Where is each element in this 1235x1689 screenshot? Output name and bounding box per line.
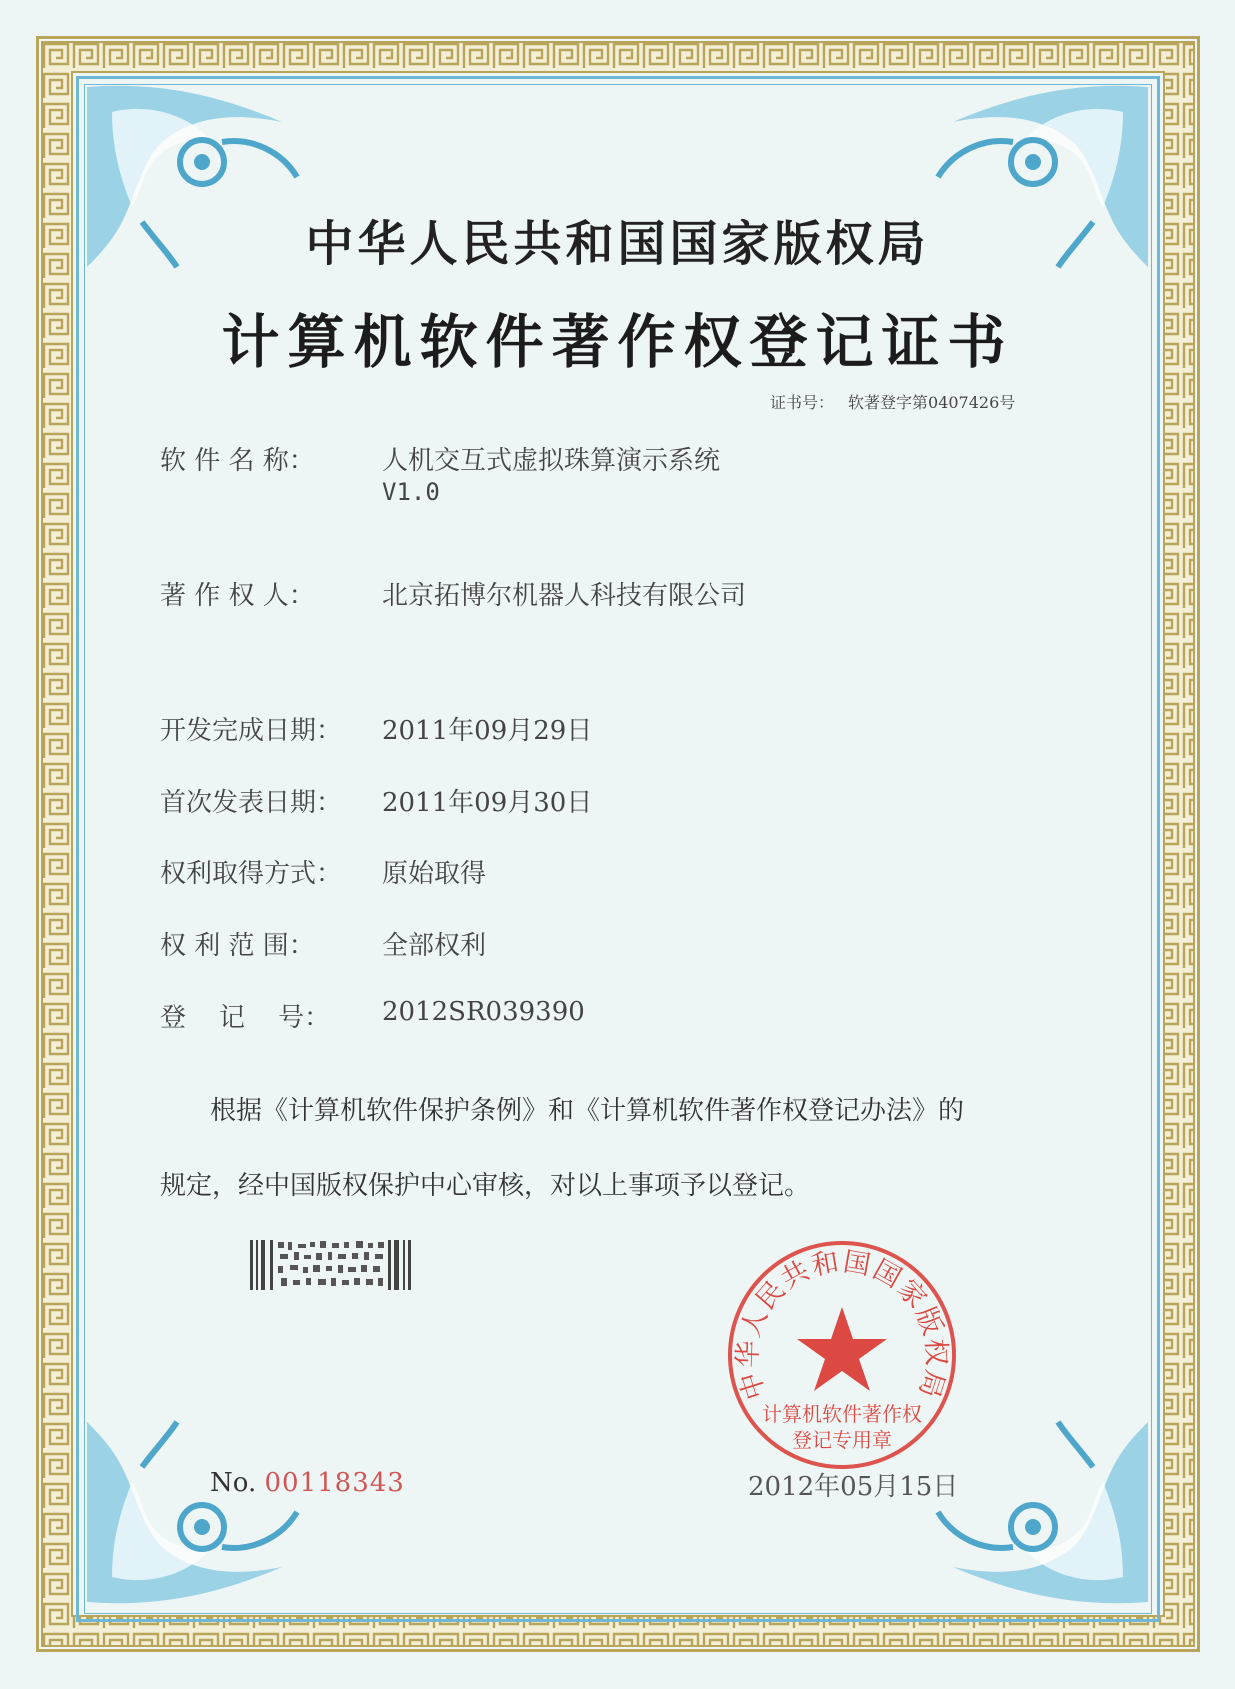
scope-value: 全部权利: [382, 931, 487, 961]
field-completion-date: [160, 710, 592, 747]
field-copyright-owner: [160, 575, 746, 612]
certificate-number-value: 软著登字第0407426号: [848, 393, 1016, 412]
field-registration-no: [160, 997, 585, 1034]
software-name-line2: V1.0: [382, 478, 440, 506]
certificate-number: [770, 390, 1015, 413]
field-software-name: [160, 440, 720, 507]
field-first-publication-date: [160, 782, 592, 819]
certificate-title: 计算机软件著作权登记证书: [221, 308, 1014, 376]
acquisition-method-label: 权利取得方式：: [160, 859, 343, 889]
software-name-value: [382, 440, 720, 507]
seal-ring-text: 中华人民共和国国家版权局: [732, 1246, 952, 1404]
field-scope: [160, 925, 486, 962]
corner-ornament-icon: [82, 1417, 312, 1607]
registration-no-value: 2012SR039390: [382, 997, 585, 1027]
completion-date-label: 开发完成日期：: [160, 716, 343, 746]
issuer-title: 中华人民共和国国家版权局: [305, 216, 930, 272]
completion-date-value: 2011年09月29日: [382, 716, 593, 746]
serial-number-value: 00118343: [264, 1468, 405, 1498]
official-seal-stamp: [722, 1235, 962, 1475]
issue-date: 2012年05月15日: [748, 1472, 959, 1502]
seal-center-line2: 登记专用章: [792, 1428, 892, 1452]
barcode-icon: [248, 1238, 413, 1292]
statement-line1: 根据《计算机软件保护条例》和《计算机软件著作权登记办法》的: [210, 1096, 965, 1126]
registration-no-label: 登 记 号：: [160, 1003, 331, 1033]
first-publication-date-value: 2011年09月30日: [382, 788, 593, 818]
serial-number: [210, 1468, 405, 1498]
seal-center-line1: 计算机软件著作权: [762, 1402, 922, 1426]
copyright-owner-value: 北京拓博尔机器人科技有限公司: [382, 581, 747, 611]
serial-prefix: No.: [210, 1468, 257, 1498]
software-name-line1: 人机交互式虚拟珠算演示系统: [382, 446, 721, 476]
acquisition-method-value: 原始取得: [382, 859, 487, 889]
statement-line2: 规定，经中国版权保护中心审核，对以上事项予以登记。: [160, 1171, 811, 1201]
first-publication-date-label: 首次发表日期：: [160, 788, 343, 818]
copyright-owner-label: 著 作 权 人：: [160, 581, 315, 611]
scope-label: 权 利 范 围：: [160, 931, 315, 961]
software-name-label: 软 件 名 称：: [160, 446, 315, 476]
certificate-number-label: 证书号：: [770, 393, 835, 412]
field-acquisition-method: [160, 853, 486, 890]
seal-star-icon: [797, 1307, 887, 1391]
